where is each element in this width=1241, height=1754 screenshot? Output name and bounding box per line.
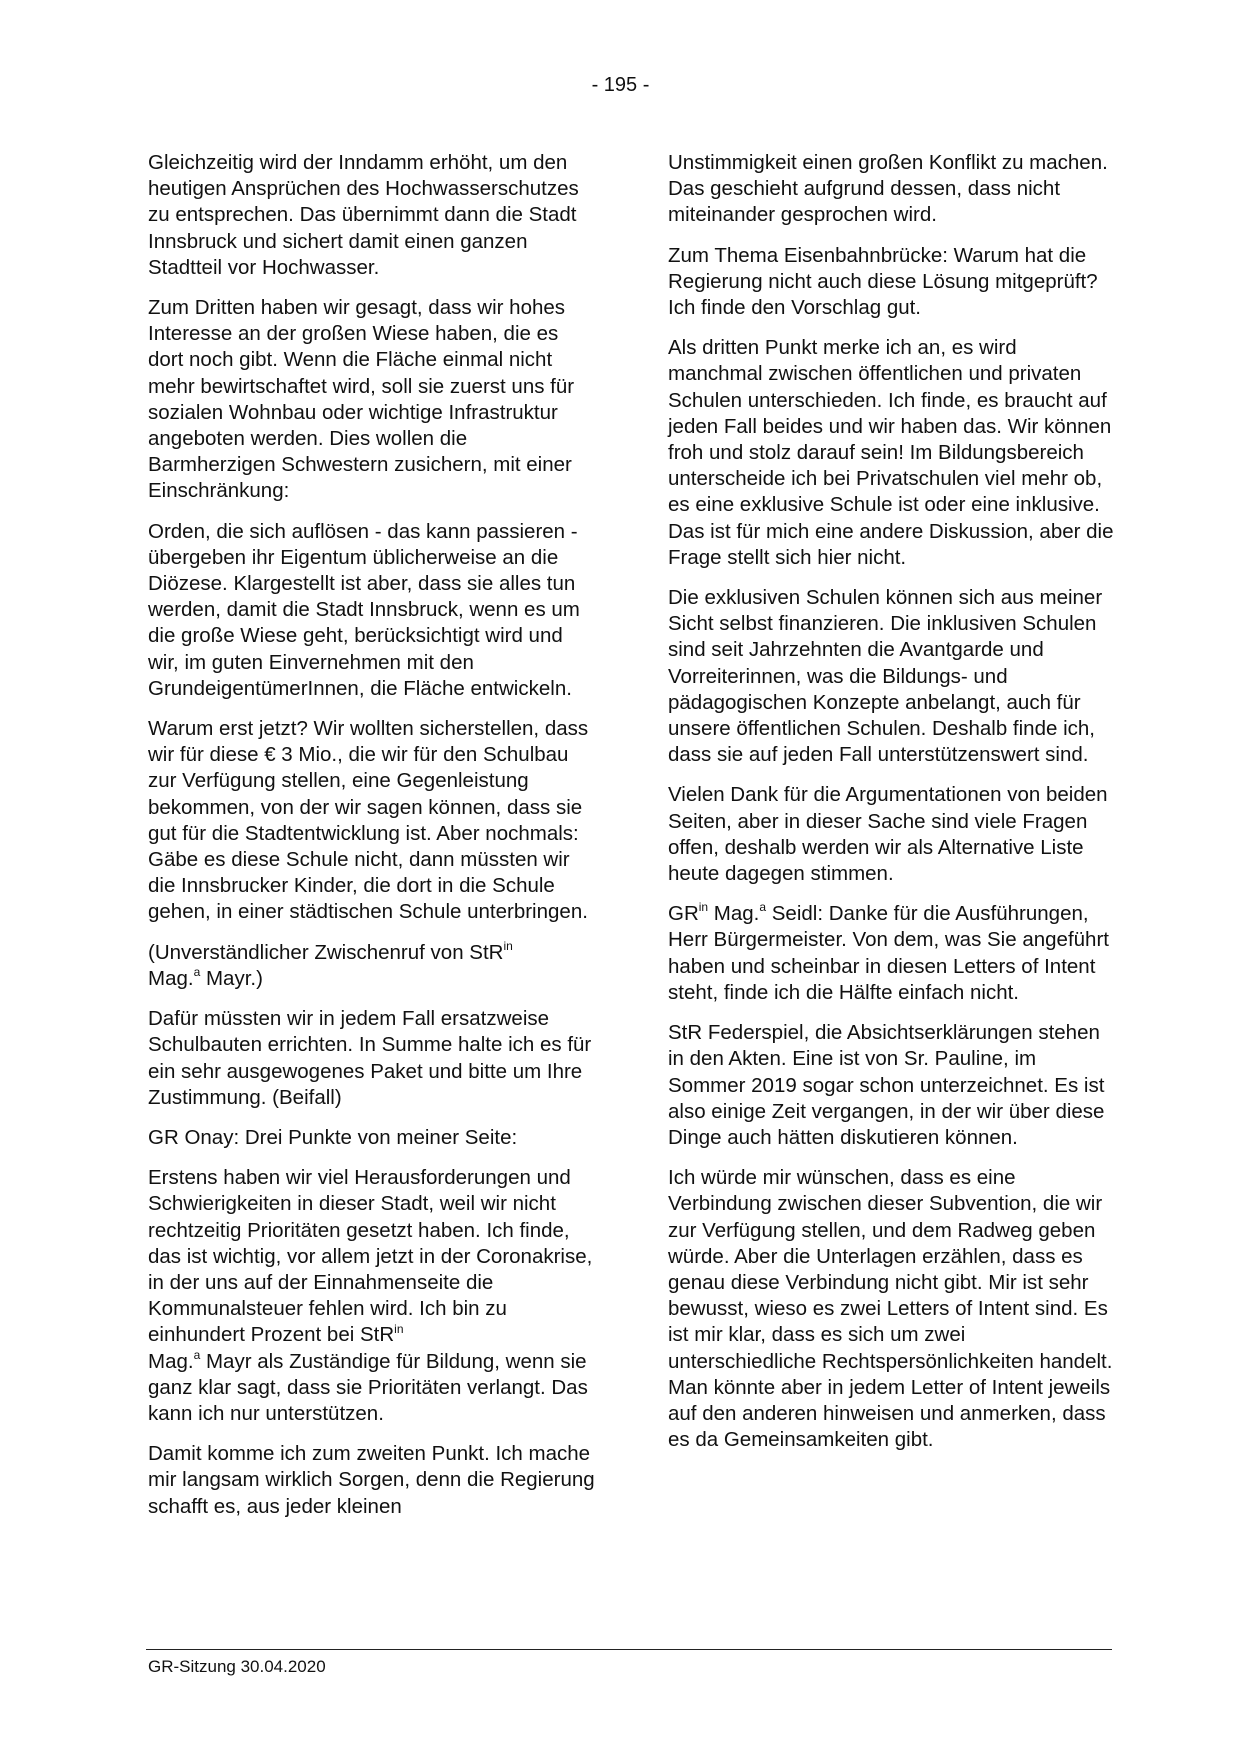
superscript: a <box>193 1347 201 1362</box>
text-run: (Unverständlicher Zwischenruf von StR <box>148 940 504 964</box>
paragraph: Dafür müssten wir in jedem Fall ersatzweise Schulbauten errichten. In Summe halte ich es für ein sehr ausgewogenes Paket und bitte um Ihre Zustimmung. (Beifall) <box>148 1007 592 1109</box>
paragraph: Orden, die sich auflösen - das kann passieren - übergeben ihr Eigentum üblicherweise an die Diözese. Klargestellt ist aber, dass sie alles tun werden, damit die Stadt Innsbruck, wenn es um die große Wiese geht, berücksichtigt wird und wir, im guten Einvernehmen mit den GrundeigentümerInnen, die Fläche entwickeln. <box>148 519 580 700</box>
paragraph: Zum Thema Eisenbahnbrücke: Warum hat die Regierung nicht auch diese Lösung mitgeprüft? Ich finde den Vorschlag gut. <box>668 243 1098 320</box>
paragraph: Als dritten Punkt merke ich an, es wird manchmal zwischen öffentlichen und privaten Schulen unterschieden. Ich finde, es braucht auf jeden Fall beides und wir haben das. Wir können froh und stolz darauf sein! Im Bildungsbereich unterscheide ich bei Privatschulen viel mehr ob, es eine exklusive Schule ist oder eine inklusive. Das ist für mich eine andere Diskussion, aber die Frage stellt sich hier nicht. <box>668 336 1114 569</box>
paragraph: StR Federspiel, die Absichtserklärungen stehen in den Akten. Eine ist von Sr. Pauline, im Sommer 2019 sogar schon unterzeichnet. Es ist also einige Zeit vergangen, in der wir über diese Dinge auch hätten diskutieren können. <box>668 1021 1105 1149</box>
text-run: GR <box>668 902 699 926</box>
text-run: Mag. <box>708 902 760 926</box>
paragraph: Damit komme ich zum zweiten Punkt. Ich mache mir langsam wirklich Sorgen, denn die Regierung schafft es, aus jeder kleinen <box>148 1442 595 1518</box>
text-run: Erstens haben wir viel Herausforderungen und Schwierigkeiten in dieser Stadt, weil wir nicht rechtzeitig Prioritäten gesetzt haben. Ich finde, das ist wichtig, vor allem jetzt in der Coronakrise, in der uns auf der Einnahmenseite die Kommunalsteuer fehlen wird. Ich bin zu einhundert Prozent bei StR <box>148 1166 593 1347</box>
paragraph: Warum erst jetzt? Wir wollten sicherstellen, dass wir für diese € 3 Mio., die wir für den Schulbau zur Verfügung stellen, eine Gegenleistung bekommen, von der wir sagen können, dass sie gut für die Stadtentwicklung ist. Aber nochmals: Gäbe es diese Schule nicht, dann müssten wir die Innsbrucker Kinder, die dort in die Schule gehen, in einer städtischen Schule unterbringen. <box>148 717 589 924</box>
superscript: in <box>503 938 513 953</box>
paragraph: Zum Dritten haben wir gesagt, dass wir hohes Interesse an der großen Wiese haben, die es dort noch gibt. Wenn die Fläche einmal nicht mehr bewirtschaftet wird, soll sie zuerst uns für sozialen Wohnbau oder wichtige Infrastruktur angeboten werden. Dies wollen die Barmherzigen Schwestern zusichern, mit einer Einschränkung: <box>148 296 575 503</box>
superscript: in <box>698 900 709 915</box>
paragraph: Vielen Dank für die Argumentationen von beiden Seiten, aber in dieser Sache sind viele Fragen offen, deshalb werden wir als Alternative Liste heute dagegen stimmen. <box>668 783 1108 886</box>
paragraph <box>148 1165 596 1427</box>
left-column <box>148 150 596 1534</box>
footer-divider <box>146 1649 1112 1650</box>
paragraph: Unstimmigkeit einen großen Konflikt zu machen. Das geschieht aufgrund dessen, dass nicht miteinander gesprochen wird. <box>668 151 1108 227</box>
text-run: Seidl: Danke für die Ausführungen, Herr Bürgermeister. Von dem, was Sie angeführt haben und scheinbar in diesen Letters of Intent steht, finde ich die Hälfte einfach nicht. <box>668 902 1109 1004</box>
paragraph: Gleichzeitig wird der Inndamm erhöht, um den heutigen Ansprüchen des Hochwasserschutzes zu entsprechen. Das übernimmt dann die Stadt Innsbruck und sichert damit einen ganzen Stadtteil vor Hochwasser. <box>148 151 579 279</box>
speaker-paragraph: GR Onay: Drei Punkte von meiner Seite: <box>148 1125 518 1149</box>
right-column <box>668 150 1116 1467</box>
text-run: Mag. <box>148 966 194 990</box>
superscript: a <box>759 900 767 915</box>
text-run: Mayr als Zuständige für Bildung, wenn sie ganz klar sagt, dass sie Prioritäten verlangt. Das kann ich nur unterstützen. <box>148 1349 588 1425</box>
interjection-paragraph <box>148 940 596 992</box>
paragraph: Ich würde mir wünschen, dass es eine Verbindung zwischen dieser Subvention, die wir zur Verfügung stellen, und dem Radweg geben würde. Aber die Unterlagen erzählen, dass es genau diese Verbindung nicht gibt. Mir ist sehr bewusst, wieso es zwei Letters of Intent sind. Es ist mir klar, dass es sich um zwei unterschiedliche Rechtspersönlichkeiten handelt. Man könnte aber in jedem Letter of Intent jeweils auf den anderen hinweisen und anmerken, dass es da Gemeinsamkeiten gibt. <box>668 1166 1113 1452</box>
superscript: in <box>394 1321 404 1336</box>
text-run: Mayr.) <box>200 966 263 990</box>
speaker-paragraph <box>668 901 1116 1006</box>
paragraph: Die exklusiven Schulen können sich aus meiner Sicht selbst finanzieren. Die inklusiven Schulen sind seit Jahrzehnten die Avantgarde und Vorreiterinnen, was die Bildungs- und pädagogischen Konzepte anbelangt, auch für unsere öffentlichen Schulen. Deshalb finde ich, dass sie auf jeden Fall unterstützenswert sind. <box>668 586 1103 767</box>
footer-session-date: GR-Sitzung 30.04.2020 <box>148 1657 326 1676</box>
text-run: Mag. <box>148 1349 194 1373</box>
superscript: a <box>193 965 201 980</box>
page-number: - 195 - <box>591 74 650 96</box>
